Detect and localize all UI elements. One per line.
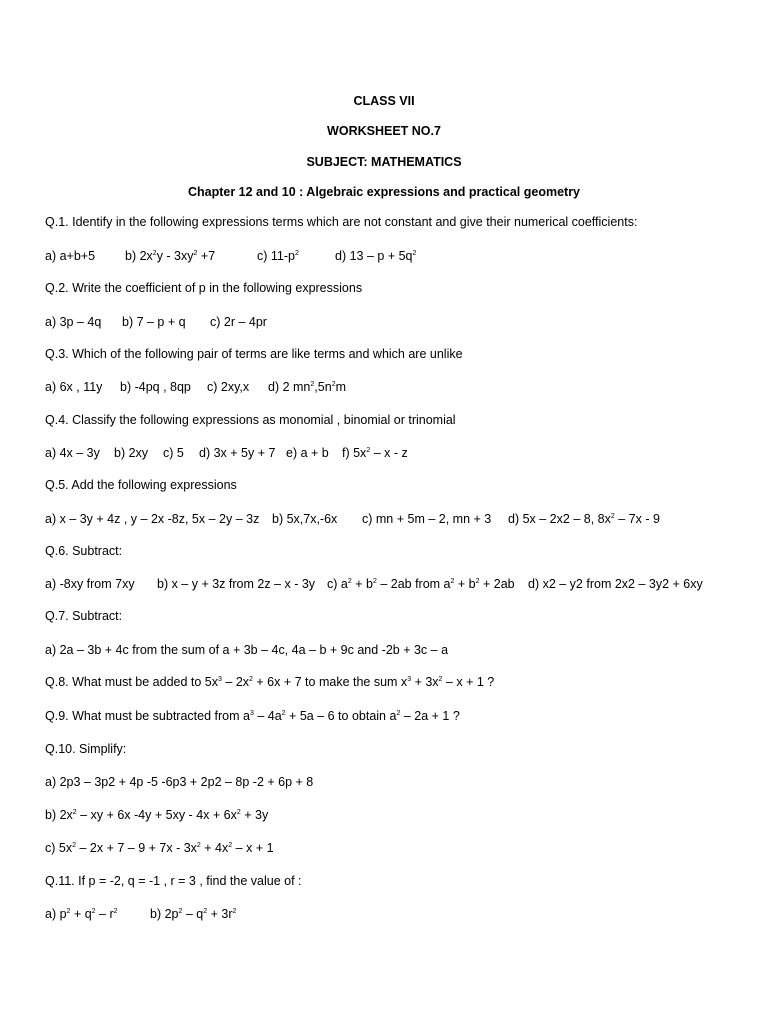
q3-option-a: a) 6x , 11y: [45, 380, 103, 394]
q5-option-c: c) mn + 5m – 2, mn + 3: [362, 512, 492, 526]
question-1-text: Q.1. Identify in the following expressions terms which are not constant and give their numerical coefficients:: [45, 215, 638, 229]
q4-option-b: b) 2xy: [114, 446, 149, 460]
question-8-text: Q.8. What must be added to $5x^3 - 2x^2 + 6x + 7$ to make the sum $x^3 + 3x^2 - x + 1$ ?: [45, 675, 495, 689]
question-6-options: [45, 576, 703, 592]
q5-option-b: b) 5x,7x,-6x: [272, 512, 338, 526]
q4-option-c: c) 5: [163, 446, 184, 460]
q3-option-d: d) 2 $mn^2,5n^2m$: [268, 380, 347, 394]
q2-option-b: b) 7 – p + q: [122, 315, 186, 329]
q5-option-d: d) 5x – 2x2 – 8, $8x^2 - 7x - 9$: [508, 512, 660, 526]
q1-option-b: b) $2x^2y - 3xy^2 +7$: [125, 249, 216, 263]
q1-option-c: c) $11-p^2$: [257, 249, 299, 263]
q11-option-b: b) $2p^2 - q^2 + 3r^2$: [150, 907, 237, 921]
question-11-options: [45, 906, 236, 922]
q7-option-a: a) 2a – 3b + 4c from the sum of a + 3b – 4c, 4a – b + 9c and -2b + 3c – a: [45, 643, 449, 657]
q10-option-b: b) $2x^2$ – xy + 6x $-4y + 5xy - 4x + 6x^2 + 3y$: [45, 808, 269, 822]
q11-option-a: a) $p^2 + q^2 - r^2$: [45, 907, 118, 921]
question-1-options: [45, 248, 416, 264]
q6-option-b: b) x – y + 3z from 2z – x - 3y: [157, 577, 316, 591]
question-6-text: Q.6. Subtract:: [45, 544, 123, 558]
q6-option-d: d) x2 – y2 from 2x2 – 3y2 + 6xy: [528, 577, 703, 591]
question-2-text: Q.2. Write the coefficient of p in the following expressions: [45, 281, 363, 295]
question-9-text: Q.9. What must be subtracted from $a^3 - 4a^2 + 5a - 6$ to obtain $a^2 - 2a + 1$ ?: [45, 709, 460, 723]
subject-heading: SUBJECT: MATHEMATICS: [306, 155, 462, 169]
question-10-text: Q.10. Simplify:: [45, 742, 127, 756]
q1-option-d: d) $13 - p + 5q^2$: [335, 249, 417, 263]
q1-option-a: a) a+b+5: [45, 249, 96, 263]
q10-option-c: c) $5x^2 - 2x + 7 - 9 + 7x - 3x^2 + 4x^2 - x + 1$: [45, 841, 274, 855]
question-5-text: Q.5. Add the following expressions: [45, 478, 237, 492]
question-3-text: Q.3. Which of the following pair of terms are like terms and which are unlike: [45, 347, 463, 361]
worksheet-number-heading: WORKSHEET NO.7: [327, 124, 441, 138]
question-11-text: Q.11. If p = -2, q = -1 , r = 3 , find the value of :: [45, 874, 302, 888]
q4-option-d: d) 3x + 5y + 7: [199, 446, 276, 460]
q2-option-c: c) 2r – 4pr: [210, 315, 267, 329]
q6-option-a: a) -8xy from 7xy: [45, 577, 135, 591]
question-2-options: [45, 314, 267, 330]
class-heading: CLASS VII: [353, 94, 415, 108]
q5-option-a: a) x – 3y + 4z , y – 2x -8z, 5x – 2y – 3z: [45, 512, 260, 526]
q4-option-e: e) a + b: [286, 446, 329, 460]
q10-option-a: a) 2p3 – 3p2 + 4p -5 -6p3 + 2p2 – 8p -2 + 6p + 8: [45, 775, 314, 789]
question-7-text: Q.7. Subtract:: [45, 609, 123, 623]
q3-option-b: b) -4pq , 8qp: [120, 380, 191, 394]
q6-option-c: c) $a^2 + b^2 - 2ab$ from $a^2 + b^2 + 2ab$: [327, 577, 515, 591]
question-5-options: [45, 511, 660, 527]
question-3-options: [45, 379, 346, 395]
q2-option-a: a) 3p – 4q: [45, 315, 102, 329]
question-4-text: Q.4. Classify the following expressions as monomial , binomial or trinomial: [45, 413, 456, 427]
q3-option-c: c) 2xy,x: [207, 380, 250, 394]
question-4-options: [45, 445, 408, 461]
q4-option-f: f) $5x^2$ – x - z: [342, 446, 408, 460]
chapter-heading: Chapter 12 and 10 : Algebraic expressions and practical geometry: [187, 185, 581, 199]
q4-option-a: a) 4x – 3y: [45, 446, 100, 460]
